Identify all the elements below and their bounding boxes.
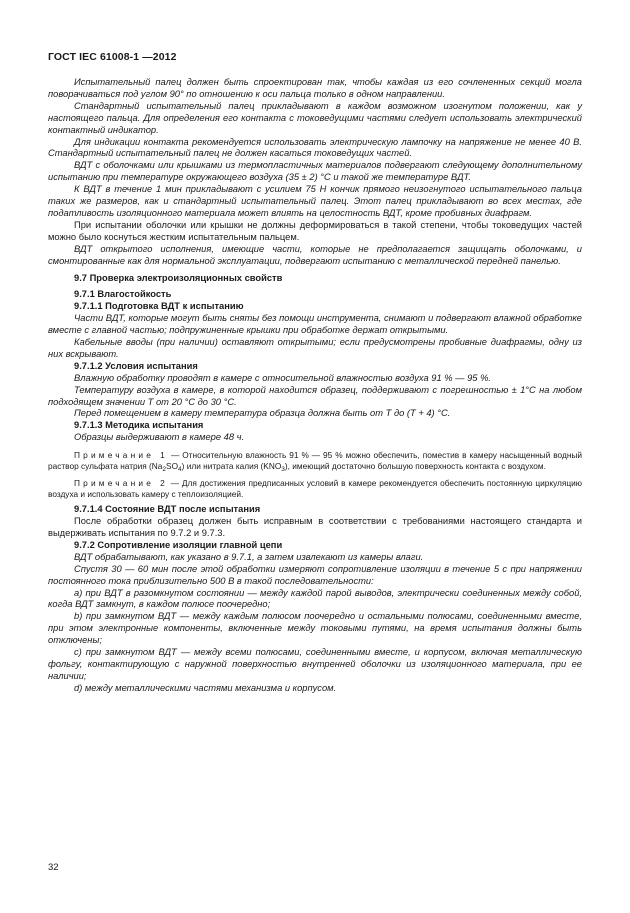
paragraph: ВДТ открытого исполнения, имеющие части, которые не предполагается защищать оболочками, и смонтированные как для нормальной эксплуатации, подвергают испытанию с металлической передней панелью. (48, 243, 582, 266)
list-item-c: c) при замкнутом ВДТ — между всеми полюсами, соединенными вместе, и корпусом, включая металлическую фольгу, контактирующую с наружной поверхностью внутренней оболочки из изоляционного материала, при ее наличии; (48, 647, 582, 681)
note-1: Примечание 1 — Относительную влажность 91 % — 95 % можно обеспечить, поместив в камеру насыщенный водный раствор сульфата натрия $(Na_2SO_4)$ или нитрата калия $(KNO_3)$, имеющий достаточно большую поверхность контакта с воздухом. (48, 450, 583, 474)
list-item-b: b) при замкнутом ВДТ — между каждым полюсом поочередно и остальными полюсами, соединенными вместе, при этом электронные компоненты, включенные между токовыми путями, на время испытания должны быть отключены; (48, 611, 582, 646)
note-2: Примечание 2 — Для достижения предписанных условий в камере рекомендуется обеспечить постоянную циркуляцию воздуха и использовать камеру с теплоизоляцией. (48, 478, 582, 500)
subsection-heading-9-7-1-3: 9.7.1.3 Методика испытания (74, 420, 204, 431)
paragraph: Испытательный палец должен быть спроектирован так, чтобы каждая из его сочлененных секций могла поворачиваться под углом 90° по отношению к оси пальца только в одном направлении. (48, 77, 582, 99)
paragraph: Температуру воздуха в камере, в которой находится образец, поддерживают с погрешностью ± 1°С на любом подходящем значении Т от 20 °С до 30 °С. (48, 384, 582, 407)
paragraph: Для индикации контакта рекомендуется использовать электрическую лампочку на напряжение не менее 40 В. Стандартный испытательный палец не должен касаться токоведущих частей. (48, 136, 582, 159)
paragraph: Влажную обработку проводят в камере с относительной влажностью воздуха 91 % — 95 %. (74, 372, 491, 383)
list-item-a: a) при ВДТ в разомкнутом состоянии — между каждой парой выводов, электрически соединенных между собой, когда ВДТ замкнут, в каждом полюсе поочередно; (48, 587, 582, 610)
paragraph: Кабельные вводы (при наличии) оставляют открытыми; если предусмотрены пробивные диафрагмы, одну из них вскрывают. (48, 337, 582, 359)
paragraph: ВДТ с оболочками или крышками из термопластичных материалов подвергают следующему дополнительному испытанию при температуре окружающего воздуха (35 ± 2) °С и такой же температуре ВДТ. (48, 160, 582, 183)
paragraph: Образцы выдерживают в камере 48 ч. (74, 432, 245, 443)
subsection-heading-9-7-2: 9.7.2 Сопротивление изоляции главной цепи (74, 539, 283, 550)
note-label: Примечание 2 (74, 478, 168, 489)
paragraph: К ВДТ в течение 1 мин прикладывают с усилием 75 Н кончик прямого неизогнутого испытательного пальца таких же размеров, как и стандартный испытательный палец. Этот палец прикладывают во всех местах, где податливость изоляционного материала может влиять на целостность ВДТ, кроме пробивных диафрагм. (48, 184, 582, 218)
subsection-heading-9-7-1-4: 9.7.1.4 Состояние ВДТ после испытания (74, 504, 261, 515)
paragraph: После обработки образец должен быть исправным в соответствии с требованиями настоящего стандарта и выдерживать испытания по 9.7.2 и 9.7.3. (48, 516, 582, 538)
paragraph: ВДТ обрабатывают, как указано в 9.7.1, а затем извлекают из камеры влаги. (74, 551, 424, 562)
document-body (48, 77, 582, 695)
subsection-heading-9-7-1-1: 9.7.1.1 Подготовка ВДТ к испытанию (74, 301, 244, 312)
paragraph: Стандартный испытательный палец прикладывают в каждом возможном изогнутом положении, как у настоящего пальца. Для определения его контакта с токоведущими частями следует использовать электрический контактный индикатор. (48, 100, 582, 135)
subsection-heading-9-7-1: 9.7.1 Влагостойкость (74, 289, 172, 300)
paragraph: При испытании оболочки или крышки не должны деформироваться в такой степени, чтобы токоведущих частей можно было коснуться жестким испытательным пальцем. (48, 219, 582, 242)
note-label: Примечание 1 (74, 450, 169, 461)
document-header: ГОСТ IEC 61008-1 —2012 (48, 51, 177, 63)
section-heading-9-7: 9.7 Проверка электроизоляционных свойств (74, 272, 283, 283)
page-number: 32 (48, 862, 59, 873)
list-item-d: d) между металлическими частями механизма и корпусом. (74, 682, 337, 693)
paragraph: Спустя 30 — 60 мин после этой обработки измеряют сопротивление изоляции в течение 5 с при напряжении постоянного тока приблизительно 500 В в такой последовательности: (48, 563, 582, 586)
subsection-heading-9-7-1-2: 9.7.1.2 Условия испытания (74, 360, 198, 371)
paragraph: Перед помещением в камеру температура образца должна быть от Т до (Т + 4) °С. (74, 408, 451, 419)
paragraph: Части ВДТ, которые могут быть сняты без помощи инструмента, снимают и подвергают влажной обработке вместе с главной частью; подпружиненные крышки при обработке держат открытыми. (48, 313, 582, 336)
